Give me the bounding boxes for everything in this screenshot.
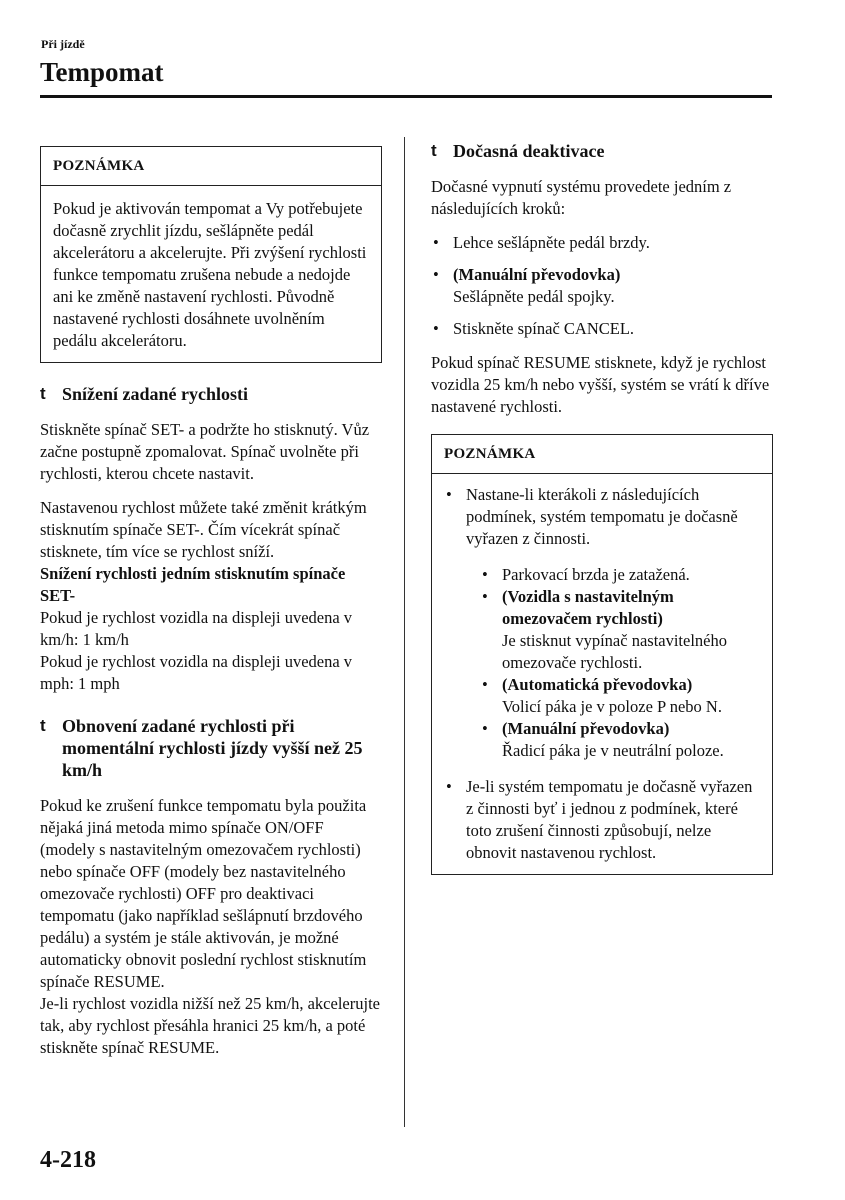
list-item-text: Řadicí páka je v neutrální poloze. <box>502 741 724 760</box>
note-body <box>432 474 772 874</box>
bullet-icon: • <box>433 233 439 252</box>
heading-text: Obnovení zadané rychlosti při momentální rychlosti jízdy vyšší než 25 km/h <box>62 716 363 780</box>
list-item-text: Lehce sešlápněte pedál brzdy. <box>453 233 650 252</box>
bullet-icon: • <box>482 719 488 738</box>
list-item-bold: (Vozidla s nastavitelným omezovačem rychlosti) <box>502 587 674 628</box>
bullet-icon: • <box>482 675 488 694</box>
list-item <box>444 776 760 864</box>
list-item-bold: (Manuální převodovka) <box>453 265 621 284</box>
heading-text: Snížení zadané rychlosti <box>62 384 249 404</box>
paragraph-line: Pokud je rychlost vozidla na displeji uvedena v km/h: 1 km/h <box>40 608 353 649</box>
paragraph: Stiskněte spínač SET- a podržte ho stisknutý. Vůz začne postupně zpomalovat. Spínač uvolněte při rychlosti, kterou chcete nastavit. <box>40 420 370 483</box>
paragraph-line: Pokud je rychlost vozidla na displeji uvedena v mph: 1 mph <box>40 652 353 693</box>
list-item-text: Stiskněte spínač CANCEL. <box>453 319 635 338</box>
column-divider <box>404 137 405 1127</box>
heading-text: Dočasná deaktivace <box>453 141 605 161</box>
page-title: Tempomat <box>40 57 164 87</box>
note-body: Pokud je aktivován tempomat a Vy potřebujete dočasně zrychlit jízdu, sešlápněte pedál akcelerátoru a akcelerujte. Při zvýšení rychlosti funkce tempomatu zrušena nebude a nedojde ani ke změně nastavení rychlosti. Původně nastavené rychlosti dosáhnete uvolněním pedálu akcelerátoru. <box>53 199 367 350</box>
section-heading-resume-speed <box>40 715 382 781</box>
bullet-icon: • <box>433 265 439 284</box>
sub-list-item <box>480 674 760 718</box>
list-item <box>431 264 773 308</box>
list-item <box>431 232 773 254</box>
list-item-bold: (Automatická převodovka) <box>502 675 693 694</box>
bullet-icon: • <box>433 319 439 338</box>
bullet-icon: • <box>446 777 452 796</box>
list-item-text: Sešlápněte pedál spojky. <box>453 287 615 306</box>
list-item-text: Je stisknut vypínač nastavitelného omezovače rychlosti. <box>502 631 727 672</box>
right-column <box>431 140 773 895</box>
note-box <box>40 146 382 363</box>
list-item-text: Je-li systém tempomatu je dočasně vyřazen z činnosti byť i jednou z podmínek, které toto zrušení činnosti způsobují, nelze obnovit nastavenou rychlost. <box>466 777 753 862</box>
page-number: 4-218 <box>40 1147 96 1173</box>
section-marker-icon: t <box>40 716 46 735</box>
bullet-list <box>431 232 773 340</box>
list-item <box>431 318 773 340</box>
list-item-text: Nastane-li kterákoli z následujících podmínek, systém tempomatu je dočasně vyřazen z činnosti. <box>466 485 738 548</box>
paragraph: Je-li rychlost vozidla nižší než 25 km/h, akcelerujte tak, aby rychlost přesáhla hranici 25 km/h, a poté stiskněte spínač RESUME. <box>40 994 380 1057</box>
section-heading-temporary-deactivation <box>431 140 773 162</box>
header-rule <box>40 95 772 98</box>
bullet-list <box>444 484 760 864</box>
paragraph: Dočasné vypnutí systému provedete jedním z následujících kroků: <box>431 177 732 218</box>
section-marker-icon: t <box>431 141 437 160</box>
list-item-text: Parkovací brzda je zatažená. <box>502 565 690 584</box>
sub-bullet-list <box>466 564 760 762</box>
sub-list-item <box>480 564 760 586</box>
note-title: POZNÁMKA <box>41 147 381 186</box>
note-box <box>431 434 773 875</box>
bullet-icon: • <box>446 485 452 504</box>
note-title: POZNÁMKA <box>432 435 772 474</box>
section-label: Při jízdě <box>41 37 85 51</box>
left-column <box>40 146 382 1059</box>
paragraph-text: Nastavenou rychlost můžete také změnit krátkým stisknutím spínače SET-. Čím vícekrát spínač stisknete, tím více se rychlost sníží. <box>40 498 367 561</box>
section-marker-icon: t <box>40 384 46 403</box>
sub-list-item <box>480 586 760 674</box>
list-item-bold: (Manuální převodovka) <box>502 719 670 738</box>
list-item <box>444 484 760 762</box>
sub-list-item <box>480 718 760 762</box>
paragraph: Pokud spínač RESUME stisknete, když je rychlost vozidla 25 km/h nebo vyšší, systém se vrátí k dříve nastavené rychlosti. <box>431 353 770 416</box>
paragraph <box>40 497 382 563</box>
bullet-icon: • <box>482 565 488 584</box>
list-item-text: Volicí páka je v poloze P nebo N. <box>502 697 722 716</box>
paragraph: Pokud ke zrušení funkce tempomatu byla použita nějaká jiná metoda mimo spínače ON/OFF (modely s nastavitelným omezovačem rychlosti) nebo spínače OFF (modely bez nastavitelného omezovače rychlosti) OFF pro deaktivaci tempomatu (jako například sešlápnutí brzdového pedálu) a systém je stále aktivován, je možné automaticky obnovit poslední rychlost stisknutím spínače RESUME. <box>40 796 367 991</box>
bold-subheading: Snížení rychlosti jedním stisknutím spínače SET- <box>40 564 346 605</box>
bullet-icon: • <box>482 587 488 606</box>
section-heading-reduce-speed <box>40 383 382 405</box>
